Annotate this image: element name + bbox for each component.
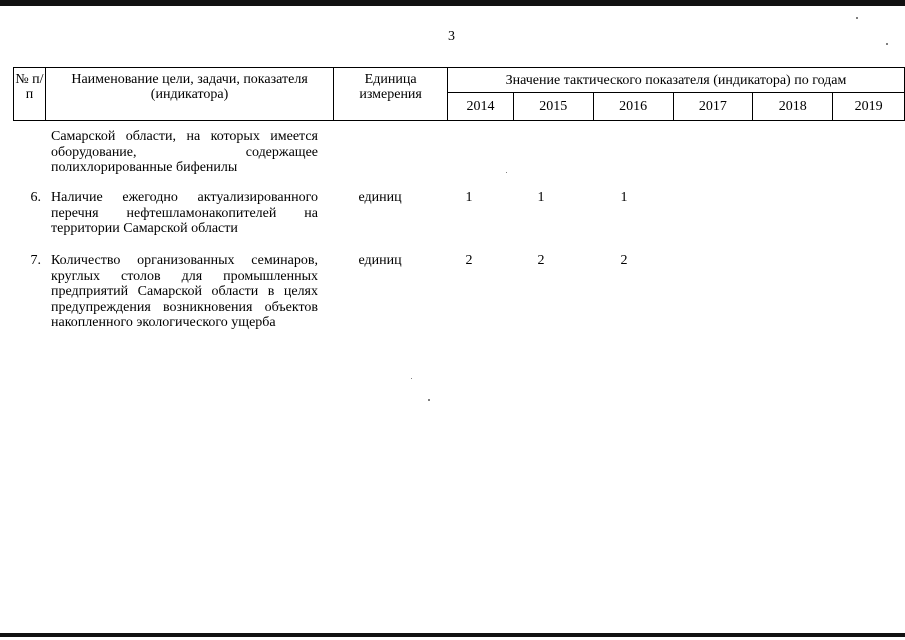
page-bottom-border (0, 633, 905, 637)
header-unit: Единица измерения (334, 68, 448, 121)
row-value-2015: 2 (537, 253, 545, 268)
header-year: 2014 (448, 93, 514, 121)
row-name: Количество организованных семинаров, круглых столов для промышленных предприятий Самарской области в целях предупреждения возникновения объектов накопленного экологического ущерба (51, 253, 318, 330)
row-value-2014: 2 (465, 253, 473, 268)
row-num: 7. (30, 253, 41, 268)
scan-speck (856, 17, 858, 19)
scan-speck (428, 399, 430, 401)
scan-speck (886, 43, 888, 45)
header-year: 2016 (593, 93, 673, 121)
table-header (13, 67, 905, 121)
row-name: Наличие ежегодно актуализированного перечня нефтешламонакопителей на территории Самарской области (51, 190, 318, 236)
scan-speck (506, 172, 507, 173)
header-num: № п/п (14, 68, 46, 121)
header-values-group: Значение тактического показателя (индикатора) по годам (448, 68, 905, 93)
row-value-2016: 1 (620, 190, 628, 205)
row-num: 6. (30, 190, 41, 205)
page-top-border (0, 0, 905, 6)
header-year: 2017 (673, 93, 753, 121)
header-year: 2015 (513, 93, 593, 121)
scan-speck (411, 378, 412, 379)
row-unit: единиц (358, 253, 402, 268)
row-value-2016: 2 (620, 253, 628, 268)
header-name: Наименование цели, задачи, показателя (индикатора) (45, 68, 333, 121)
header-year: 2019 (833, 93, 905, 121)
row-name: Самарской области, на которых имеется оборудование, содержащее полихлорированные бифенилы (51, 129, 318, 175)
header-year: 2018 (753, 93, 833, 121)
page-number: 3 (448, 29, 455, 44)
row-value-2014: 1 (465, 190, 473, 205)
row-value-2015: 1 (537, 190, 545, 205)
row-unit: единиц (358, 190, 402, 205)
